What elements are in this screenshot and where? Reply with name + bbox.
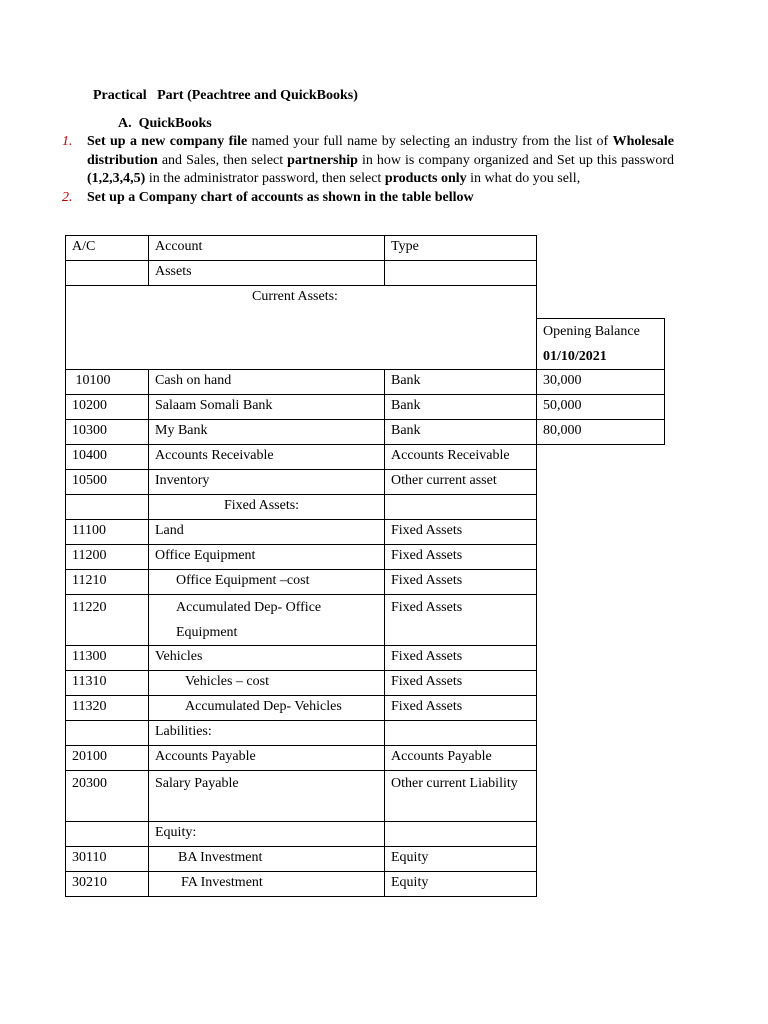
account-type-cell: Equity [385, 847, 537, 872]
account-type-cell: Bank [385, 420, 537, 445]
instruction-number: 1. [62, 134, 73, 149]
table-row [66, 696, 665, 721]
account-number-cell: 11310 [66, 671, 149, 696]
account-number-cell: 10500 [66, 470, 149, 495]
instruction-number: 2. [62, 189, 73, 205]
table-row [66, 420, 665, 445]
account-type-cell: Accounts Receivable [385, 445, 537, 470]
account-name-cell: Accounts Receivable [149, 445, 385, 470]
account-type-cell: Bank [385, 370, 537, 395]
instruction-text-segment: in how is company organized and Set up this password [357, 152, 674, 168]
account-number-cell: 11220 [66, 595, 149, 646]
equity-label: Equity: [149, 822, 385, 847]
account-name-cell: Vehicles [149, 646, 385, 671]
account-type-cell: Other current Liability [385, 771, 537, 822]
opening-balance-date: 01/10/2021 [543, 349, 607, 364]
account-name-cell: Inventory [149, 470, 385, 495]
opening-balance-cell: 50,000 [537, 395, 665, 420]
instruction-text-segment: Set up a Company chart of accounts as shown in the table bellow [87, 189, 474, 205]
account-type-cell: Fixed Assets [385, 696, 537, 721]
table-row [66, 746, 665, 771]
account-number-cell: 30110 [66, 847, 149, 872]
table-row [66, 261, 665, 286]
account-number-cell: 11300 [66, 646, 149, 671]
instruction-text-segment: Set up a new company file [87, 134, 248, 149]
fixed-assets-label: Fixed Assets: [149, 495, 385, 520]
chart-of-accounts-table [65, 235, 665, 897]
account-number-cell: 11320 [66, 696, 149, 721]
section-label: A. QuickBooks [118, 116, 212, 131]
account-type-cell: Fixed Assets [385, 520, 537, 545]
table-row [66, 872, 665, 897]
table-row [66, 395, 665, 420]
instruction-text-segment: in what do you sell, [466, 171, 581, 186]
instruction-item [62, 133, 675, 189]
account-type-cell: Accounts Payable [385, 746, 537, 771]
assets-label: Assets [149, 261, 385, 286]
section-row [66, 495, 665, 520]
account-name-cell: Salary Payable [149, 771, 385, 822]
account-number-cell: 11100 [66, 520, 149, 545]
page-heading: Practical Part (Peachtree and QuickBooks) [93, 88, 358, 103]
column-header-account: Account [149, 236, 385, 261]
account-name-cell: FA Investment [149, 872, 385, 897]
table-row [66, 370, 665, 395]
account-type-cell: Equity [385, 872, 537, 897]
column-header-type: Type [385, 236, 537, 261]
table-row [66, 771, 665, 822]
account-number-cell: 30210 [66, 872, 149, 897]
instruction-text-segment: named your full name by selecting an industry from the list of [247, 134, 613, 149]
table-row [66, 595, 665, 646]
account-name-cell: Accounts Payable [149, 746, 385, 771]
account-number-cell: 10100 [66, 370, 149, 395]
instruction-list [62, 133, 675, 207]
instruction-item [62, 189, 674, 208]
account-name-cell: Cash on hand [149, 370, 385, 395]
account-name-cell: Salaam Somali Bank [149, 395, 385, 420]
opening-balance-label: Opening Balance [543, 324, 640, 339]
account-type-cell: Fixed Assets [385, 671, 537, 696]
account-type-cell: Other current asset [385, 470, 537, 495]
current-assets-section-row [66, 286, 665, 319]
account-number-cell: 10200 [66, 395, 149, 420]
instruction-text-segment: (1,2,3,4,5) [87, 171, 146, 186]
account-name-cell: Accumulated Dep- Office Equipment [149, 595, 385, 646]
account-type-cell: Bank [385, 395, 537, 420]
table-row [66, 520, 665, 545]
account-number-cell: 20300 [66, 771, 149, 822]
opening-balance-cell: 80,000 [537, 420, 665, 445]
table-header-row [66, 236, 665, 261]
account-name-cell: BA Investment [149, 847, 385, 872]
instruction-text-segment: partnership [287, 152, 358, 168]
liabilities-label: Labilities: [149, 721, 385, 746]
table-row [66, 570, 665, 595]
instruction-text-segment: in the administrator password, then select [145, 171, 385, 186]
column-header-ac: A/C [66, 236, 149, 261]
current-assets-label: Current Assets: [66, 286, 537, 370]
table-row [66, 847, 665, 872]
account-number-cell: 10400 [66, 445, 149, 470]
opening-balance-header [537, 319, 665, 370]
opening-balance-cell: 30,000 [537, 370, 665, 395]
table-row [66, 445, 665, 470]
account-name-cell: Office Equipment –cost [149, 570, 385, 595]
table-row [66, 545, 665, 570]
account-name-cell: Vehicles – cost [149, 671, 385, 696]
table-row [66, 646, 665, 671]
table-row [66, 671, 665, 696]
account-type-cell: Fixed Assets [385, 646, 537, 671]
instruction-text-segment: Wholesale distribution [87, 134, 675, 168]
account-type-cell: Fixed Assets [385, 570, 537, 595]
account-number-cell: 10300 [66, 420, 149, 445]
account-type-cell: Fixed Assets [385, 595, 537, 646]
table-row [66, 470, 665, 495]
account-number-cell: 11210 [66, 570, 149, 595]
account-number-cell: 20100 [66, 746, 149, 771]
instruction-text-segment: and Sales, then select [157, 152, 288, 168]
instruction-text-segment: products only [384, 171, 467, 186]
account-name-cell: Land [149, 520, 385, 545]
account-type-cell: Fixed Assets [385, 545, 537, 570]
section-row [66, 721, 665, 746]
section-row [66, 822, 665, 847]
account-name-cell: Office Equipment [149, 545, 385, 570]
account-name-cell: My Bank [149, 420, 385, 445]
account-name-cell: Accumulated Dep- Vehicles [149, 696, 385, 721]
account-number-cell: 11200 [66, 545, 149, 570]
